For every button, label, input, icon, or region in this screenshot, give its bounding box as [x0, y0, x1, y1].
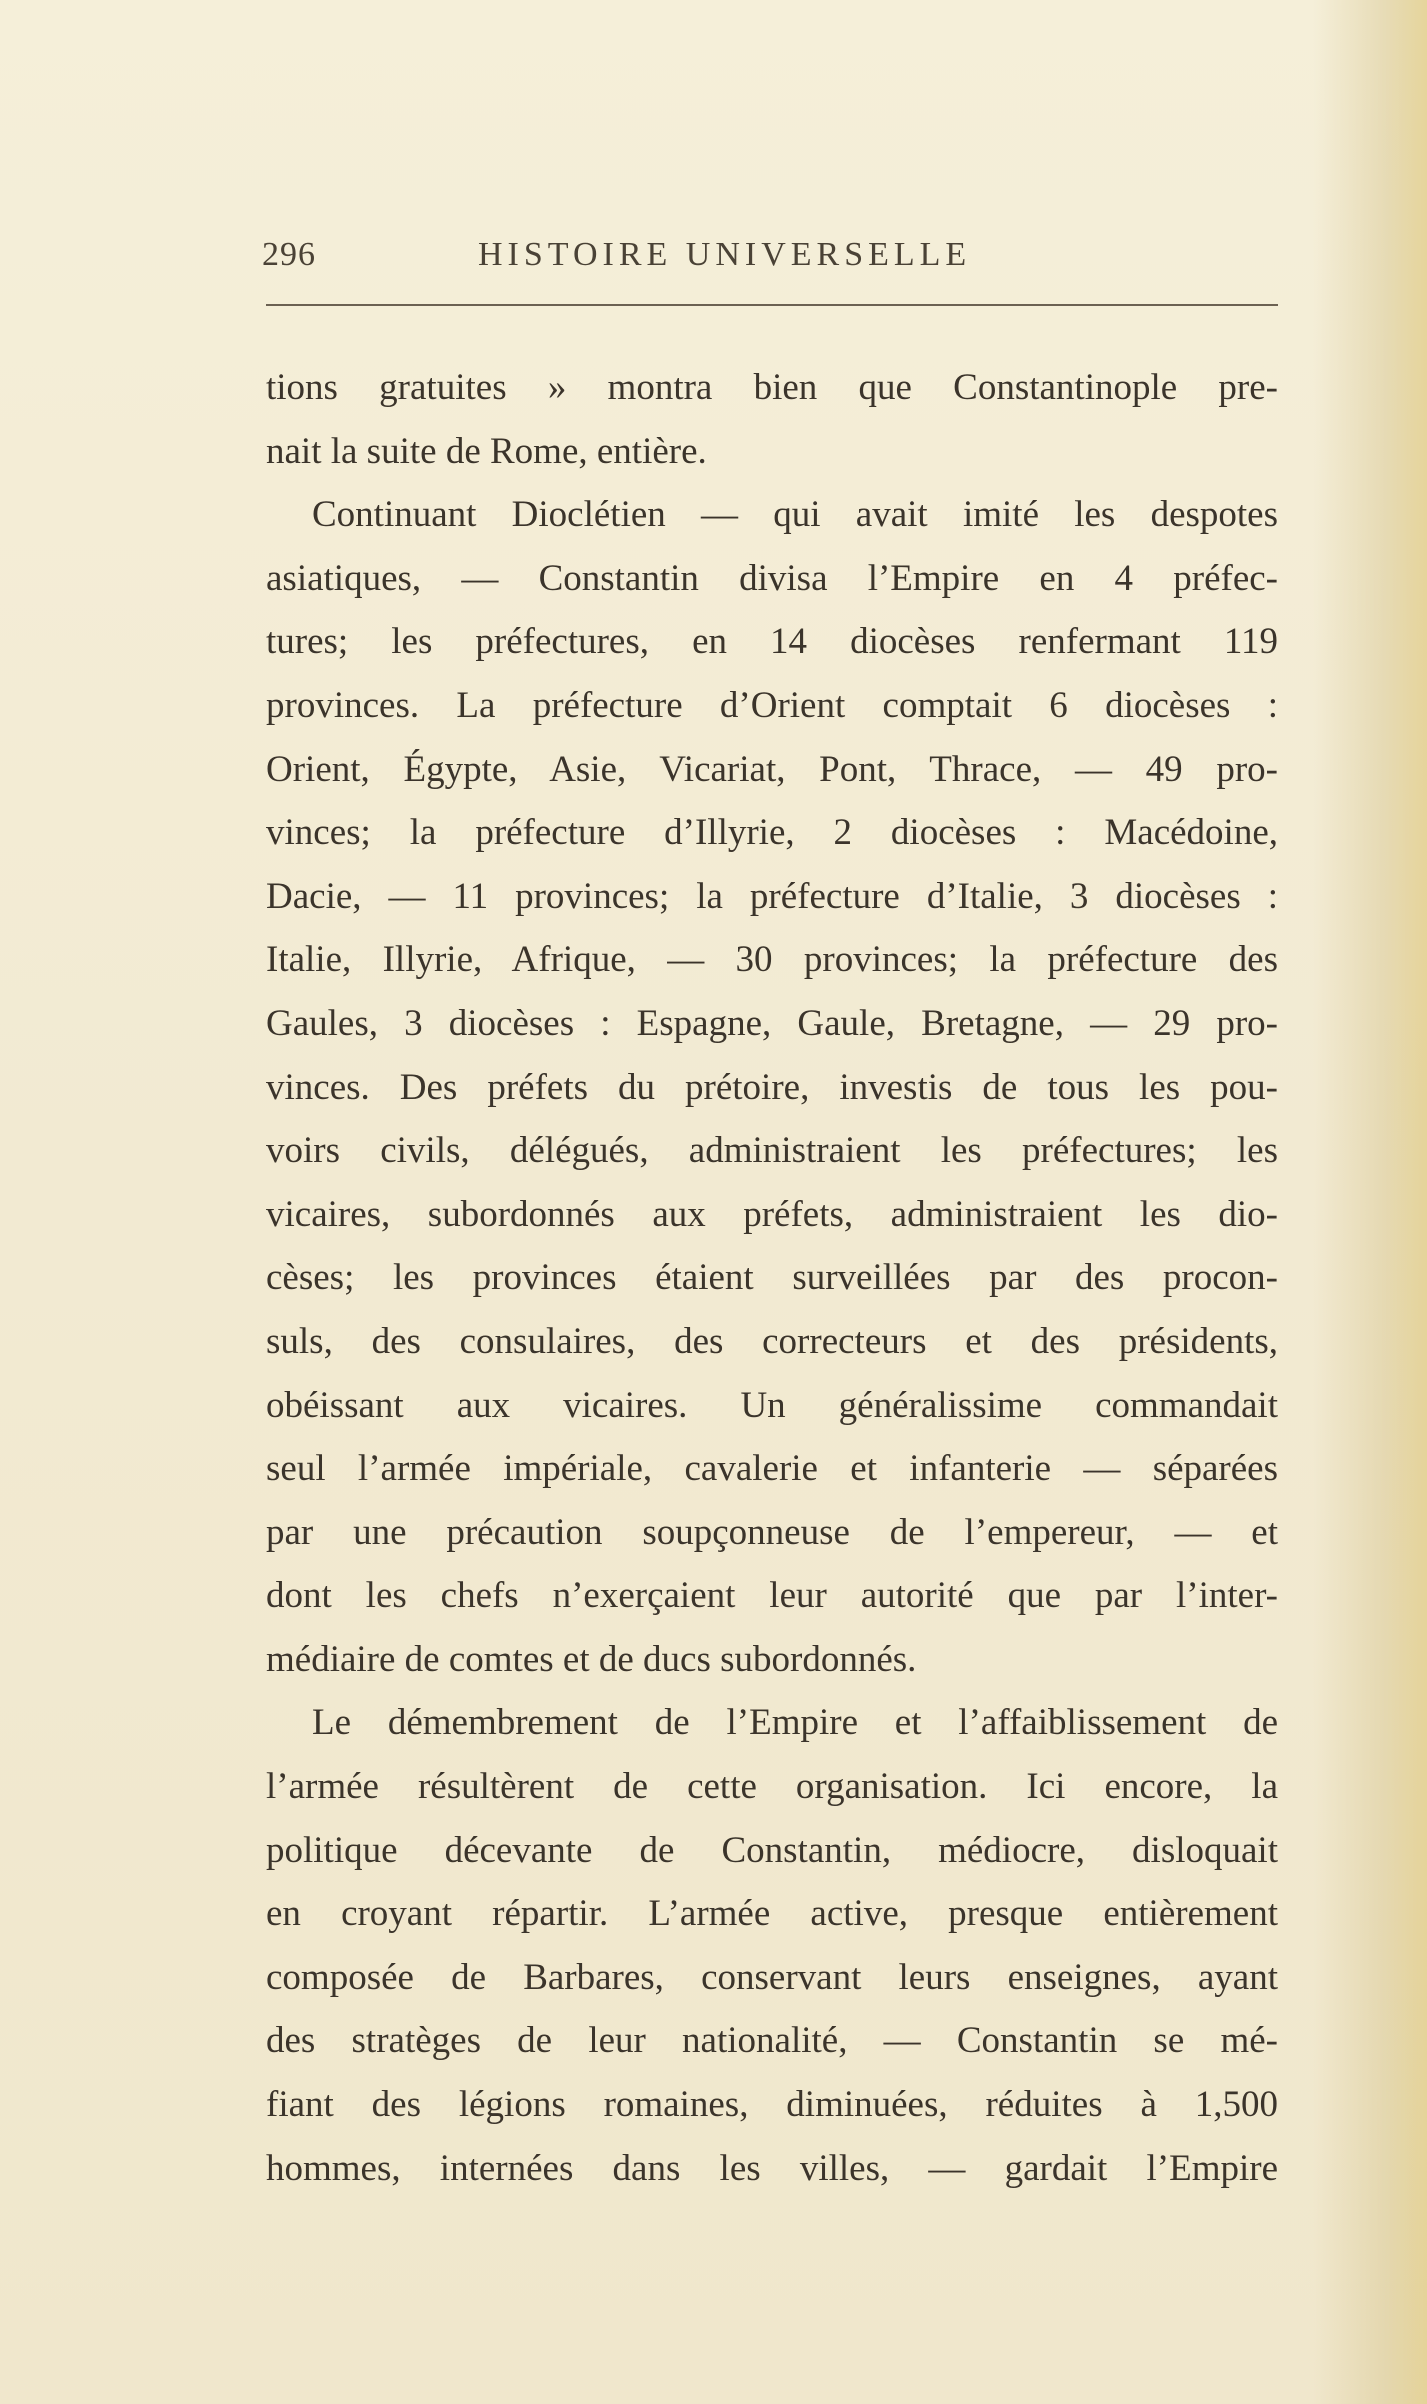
text-line: Le démembrement de l’Empire et l’affaiblissement de — [312, 1702, 1278, 1744]
text-line: tions gratuites » montra bien que Constantinople pre- — [266, 367, 1278, 408]
text-line: provinces. La préfecture d’Orient comptait 6 diocèses : — [266, 684, 1278, 726]
text-line: l’armée résultèrent de cette organisation. Ici encore, la — [266, 1766, 1278, 1808]
text-line: asiatiques, — Constantin divisa l’Empire en 4 préfec- — [266, 557, 1278, 599]
text-line: hommes, internées dans les villes, — gardait l’Empire — [266, 2147, 1278, 2189]
text-line: fiant des légions romaines, diminuées, réduites à 1,500 — [266, 2084, 1278, 2126]
text-line: obéissant aux vicaires. Un généralissime commandait — [266, 1384, 1278, 1426]
text-line: Continuant Dioclétien — qui avait imité les despotes — [312, 494, 1278, 536]
text-line: voirs civils, délégués, administraient les préfectures; les — [266, 1130, 1278, 1172]
page-header — [262, 236, 1302, 296]
text-line: par une précaution soupçonneuse de l’empereur, — et — [266, 1511, 1278, 1553]
text-line: vinces; la préfecture d’Illyrie, 2 diocèses : Macédoine, — [266, 812, 1278, 854]
body-text — [266, 356, 1278, 2200]
text-line: politique décevante de Constantin, médiocre, disloquait — [266, 1829, 1278, 1871]
running-title: HISTOIRE UNIVERSELLE — [478, 236, 972, 273]
text-line: Italie, Illyrie, Afrique, — 30 provinces; la préfecture des — [266, 939, 1278, 981]
text-line: dont les chefs n’exerçaient leur autorité que par l’inter- — [266, 1575, 1278, 1617]
text-line: Gaules, 3 diocèses : Espagne, Gaule, Bretagne, — 29 pro- — [266, 1002, 1278, 1044]
page-number: 296 — [262, 236, 316, 273]
text-line: des stratèges de leur nationalité, — Constantin se mé- — [266, 2020, 1278, 2062]
text-line: médiaire de comtes et de ducs subordonnés. — [266, 1638, 917, 1680]
header-rule — [266, 304, 1278, 306]
text-line: tures; les préfectures, en 14 diocèses renfermant 119 — [266, 621, 1278, 663]
text-line: seul l’armée impériale, cavalerie et infanterie — séparées — [266, 1448, 1278, 1490]
text-line: vinces. Des préfets du prétoire, investis de tous les pou- — [266, 1066, 1278, 1108]
text-line: composée de Barbares, conservant leurs enseignes, ayant — [266, 1956, 1278, 1998]
text-line: en croyant répartir. L’armée active, presque entièrement — [266, 1893, 1278, 1935]
text-line: vicaires, subordonnés aux préfets, administraient les dio- — [266, 1193, 1278, 1235]
text-line: suls, des consulaires, des correcteurs et des présidents, — [266, 1320, 1278, 1362]
text-line: Dacie, — 11 provinces; la préfecture d’Italie, 3 diocèses : — [266, 875, 1278, 917]
text-line: nait la suite de Rome, entière. — [266, 430, 707, 472]
text-line: cèses; les provinces étaient surveillées par des procon- — [266, 1257, 1278, 1299]
text-line: Orient, Égypte, Asie, Vicariat, Pont, Thrace, — 49 pro- — [266, 748, 1278, 790]
